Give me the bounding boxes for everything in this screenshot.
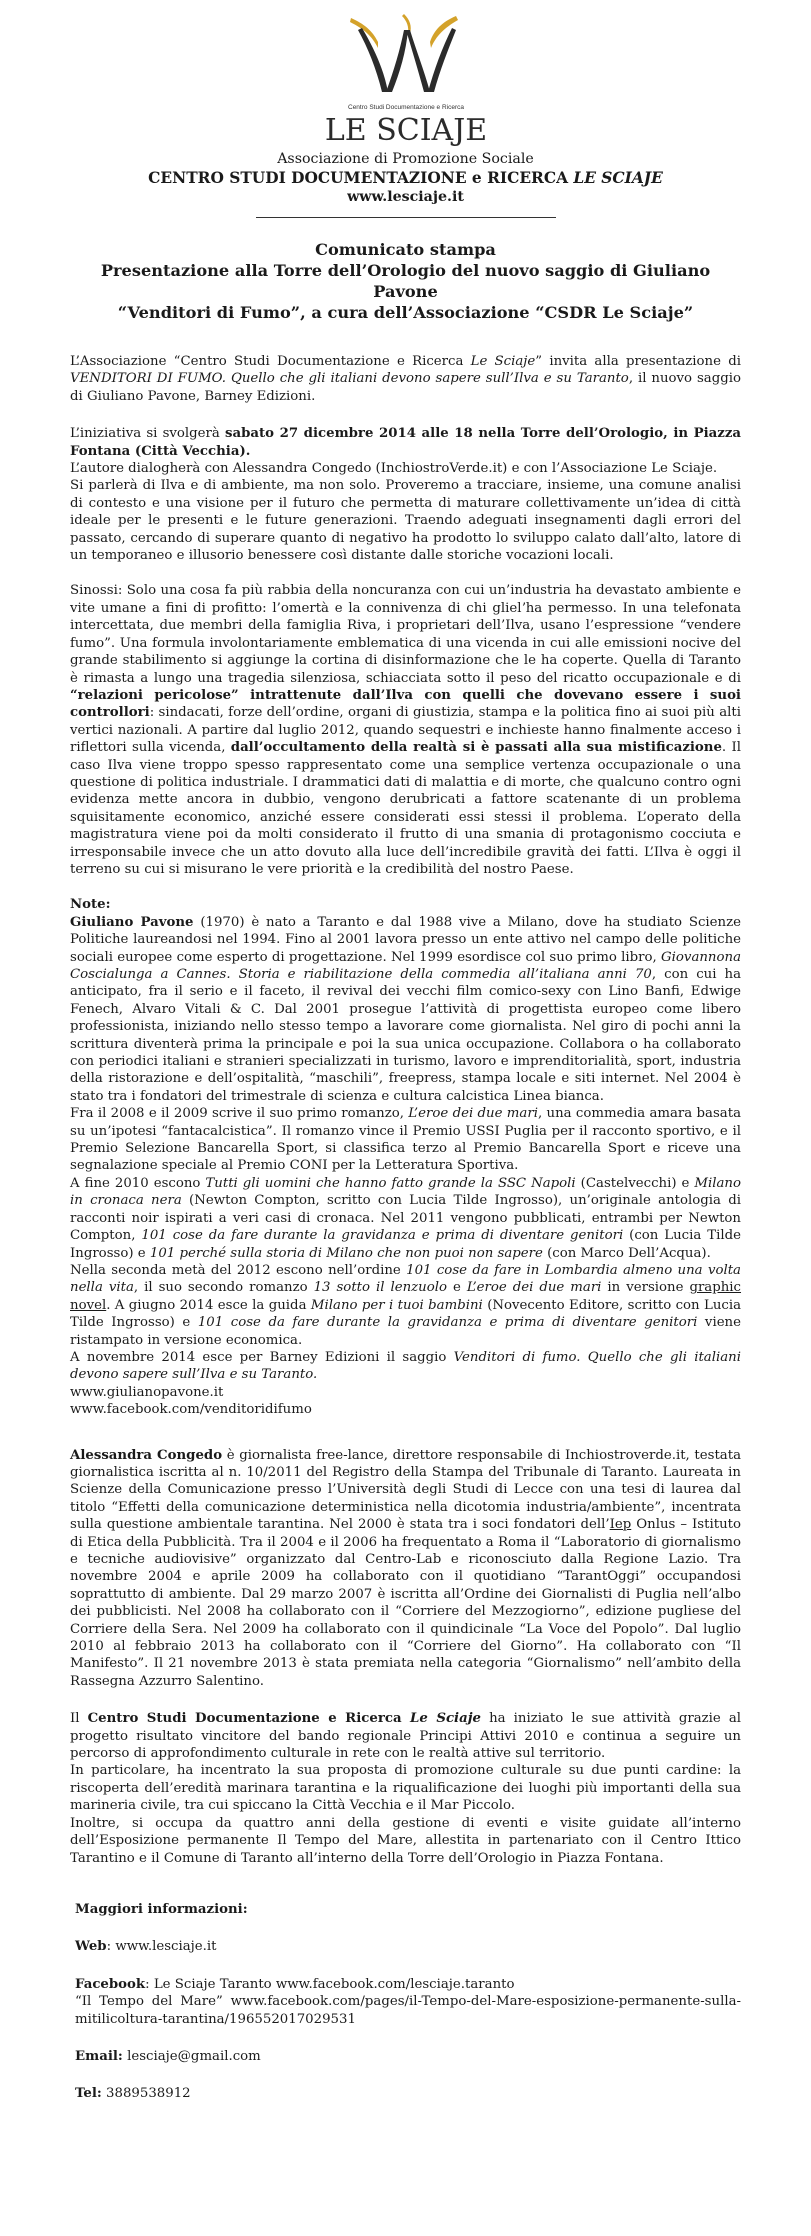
- csdr-paragraph-1: Il Centro Studi Documentazione e Ricerca Le Sciaje ha iniziato le sue attività grazie al progetto risultato vincitore del bando regionale Principi Attivi 2010 e continua a seguire un percorso di approfondimento culturale in rete con le realtà attive sul territorio.: [70, 1711, 742, 1762]
- contact-tempo-del-mare[interactable]: “Il Tempo del Mare” www.facebook.com/pages/il-Tempo-del-Mare-esposizione-permanente-sulla-mitilicoltura-tarantina/196552017029531: [75, 1994, 741, 2027]
- logo-tagline: Centro Studi Documentazione e Ricerca: [347, 104, 464, 111]
- dialogue-paragraph: L’autore dialogherà con Alessandra Congedo (InchiostroVerde.it) e con l’Associazione Le Sciaje.: [70, 461, 718, 477]
- topics-paragraph: Si parlerà di Ilva e di ambiente, ma non solo. Proveremo a tracciare, insieme, una comune analisi di contesto e una visione per il futuro che permetta di maturare collettivamente un’idea di città ideale per le presenti e le future generazioni. Traendo adeguati insegnamenti dagli errori del passato, cercando di superare quanto di negativo ha prodotto lo sviluppo calato dall’alto, latore di un temporaneo e illusorio benessere così distante dalle storiche vocazioni locali.: [70, 478, 741, 564]
- logo-name: LE SCIAJE: [324, 113, 487, 148]
- org-title-name: LE SCIAJE: [573, 169, 663, 187]
- pavone-bio-2: Fra il 2008 e il 2009 scrive il suo primo romanzo, L’eroe dei due mari, una commedia amara basata su un’ipotesi “fantacalcistica”. Il romanzo vince il Premio USSI Puglia per il racconto sportivo, e il Premio Selezione Bancarella Sport, si classifica terzo al Premio Bancarella Sport e riceve una segnalazione speciale al Premio CONI per la Letteratura Sportiva.: [70, 1106, 742, 1174]
- website-link[interactable]: www.lesciaje.it: [347, 189, 464, 205]
- contact-web[interactable]: Web: www.lesciaje.it: [75, 1939, 217, 1955]
- letterhead: [70, 150, 741, 207]
- intro-paragraph: L’Associazione “Centro Studi Documentazione e Ricerca Le Sciaje” invita alla presentazione di VENDITORI DI FUMO. Quello che gli italiani devono sapere sull’Ilva e su Taranto, il nuovo saggio di Giuliano Pavone, Barney Edizioni.: [70, 354, 741, 404]
- header-divider: [256, 217, 556, 218]
- org-title-prefix: CENTRO STUDI DOCUMENTAZIONE e RICERCA: [148, 169, 574, 187]
- venditori-facebook-link[interactable]: www.facebook.com/venditoridifumo: [70, 1402, 312, 1418]
- pavone-bio-3: A fine 2010 escono Tutti gli uomini che hanno fatto grande la SSC Napoli (Castelvecchi) e Milano in cronaca nera (Newton Compton, scritto con Lucia Tilde Ingrosso), un’originale antologia di racconti noir ispirati a veri casi di cronaca. Nel 2011 vengono pubblicati, entrambi per Newton Compton, 101 cose da fare durante la gravidanza e prima di diventare genitori (con Lucia Tilde Ingrosso) e 101 perché sulla storia di Milano che non puoi non sapere (con Marco Dell’Acqua).: [70, 1175, 741, 1261]
- csdr-paragraph-3: Inoltre, si occupa da quattro anni della gestione di eventi e visite guidate all’interno dell’Esposizione permanente Il Tempo del Mare, allestita in partenariato con il Centro Ittico Tarantino e il Comune di Taranto all’interno della Torre dell’Orologio in Piazza Fontana.: [70, 1815, 741, 1866]
- pavone-website-link[interactable]: www.giulianopavone.it: [70, 1384, 224, 1400]
- contacts-block: [70, 1901, 741, 2103]
- synopsis-paragraph: Sinossi: Solo una cosa fa più rabbia della noncuranza con cui un’industria ha devastato ambiente e vite umane a fini di profitto: l’omertà e la connivenza di chi glielʼha permesso. In una telefonata intercettata, due membri della famiglia Riva, i proprietari dell’Ilva, usano l’espressione “vendere fumo”. Una formula involontariamente emblematica di una vicenda in cui alle emissioni nocive del grande stabilimento si aggiunge la cortina di disinformazione che le ha coperte. Quella di Taranto è rimasta a lungo una tragedia silenziosa, schiacciata sotto il peso del ricatto occupazionale e di “relazioni pericolose” intrattenute dall’Ilva con quelli che dovevano essere i suoi controllori: sindacati, forze dell’ordine, organi di giustizia, stampa e la politica fino ai suoi più alti vertici nazionali. A partire dal luglio 2012, quando sequestri e inchieste hanno finalmente acceso i riflettori sulla vicenda, dall’occultamento della realtà si è passati alla sua mistificazione. Il caso Ilva viene troppo spesso rappresentato come una semplice vertenza occupazionale o una questione di politica industriale. I drammatici dati di malattia e di morte, che qualcuno contro ogni evidenza mette ancora in dubbio, vengono derubricati a fattore scatenante di un problema squisitamente economico, anziché essere considerati essi stessi il problema. L’operato della magistratura viene poi da molti considerato il frutto di una smania di protagonismo cocciuta e irresponsabile invece che un atto dovuto alla luce dell’incredibile gravità dei fatti. L’Ilva è oggi il terreno su cui si misurano le vere priorità e la credibilità del nostro Paese.: [70, 583, 741, 877]
- contact-tel: Tel: 3889538912: [75, 2086, 191, 2102]
- release-label: Comunicato stampa: [315, 240, 496, 259]
- headline-line-2: “Venditori di Fumo”, a cura dell’Associazione “CSDR Le Sciaje”: [117, 303, 694, 322]
- csdr-paragraph-2: In particolare, ha incentrato la sua proposta di promozione culturale su due punti cardine: la riscoperta dell’eredità marinara tarantina e la riqualificazione dei luoghi più importanti della sua marineria civile, tra cui spiccano la Città Vecchia e il Mar Piccolo.: [70, 1763, 741, 1814]
- contacts-heading: Maggiori informazioni:: [75, 1901, 248, 1917]
- congedo-bio: Alessandra Congedo è giornalista free-lance, direttore responsabile di Inchiostroverde.it, testata giornalistica iscritta al n. 10/2011 del Registro della Stampa del Tribunale di Taranto. Laureata in Scienze della Comunicazione presso l’Università degli Studi di Lecce con una tesi di laurea dal titolo “Effetti della comunicazione deterministica nella dicotomia industria/ambiente”, incentrata sulla questione ambientale tarantina. Nel 2000 è stata tra i soci fondatori dell’Iep Onlus – Istituto di Etica della Pubblicità. Tra il 2004 e il 2006 ha frequentato a Roma il “Laboratorio di giornalismo e tecniche audiovisive” organizzato dal Centro-Lab e riconosciuto dalla Regione Lazio. Tra novembre 2004 e aprile 2009 ha collaborato con il quotidiano “TarantOggi” occupandosi soprattutto di ambiente. Dal 29 marzo 2007 è iscritta all’Ordine dei Giornalisti di Puglia nell’albo dei pubblicisti. Nel 2008 ha collaborato con il “Corriere del Mezzogiorno”, edizione pugliese del Corriere della Sera. Nel 2009 ha collaborato con il quindicinale “La Voce del Popolo”. Dal luglio 2010 al febbraio 2013 ha collaborato con il “Corriere del Giorno”. Ha collaborato con “Il Manifesto”. Il 21 novembre 2013 è stata premiata nella categoria “Giornalismo” nell’ambito della Rassegna Azzurro Salentino.: [70, 1447, 741, 1689]
- headline-line-1: Presentazione alla Torre dell’Orologio del nuovo saggio di Giuliano Pavone: [100, 261, 711, 301]
- logo-dark-v-mid2: [406, 30, 430, 92]
- event-paragraph: L’iniziativa si svolgerà sabato 27 dicembre 2014 alle 18 nella Torre dell’Orologio, in Piazza Fontana (Città Vecchia).: [70, 426, 741, 459]
- pavone-bio-4: Nella seconda metà del 2012 escono nell’ordine 101 cose da fare in Lombardia almeno una volta nella vita, il suo secondo romanzo 13 sotto il lenzuolo e L’eroe dei due mari in versione graphic novel. A giugno 2014 esce la guida Milano per i tuoi bambini (Novecento Editore, scritto con Lucia Tilde Ingrosso) e 101 cose da fare durante la gravidanza e prima di diventare genitori viene ristampato in versione economica.: [70, 1262, 742, 1348]
- logo-dark-v-mid: [386, 30, 408, 92]
- contact-facebook[interactable]: Facebook: Le Sciaje Taranto www.facebook.com/lesciaje.taranto: [75, 1976, 515, 1992]
- note-label: Note:: [70, 897, 111, 913]
- pavone-bio-5: A novembre 2014 esce per Barney Edizioni il saggio Venditori di fumo. Quello che gli italiani devono sapere sull’Ilva e su Taranto.: [70, 1349, 741, 1383]
- le-sciaje-logo: [306, 0, 506, 150]
- contact-email[interactable]: Email: lesciaje@gmail.com: [75, 2048, 261, 2064]
- pavone-bio-1: Giuliano Pavone (1970) è nato a Taranto e dal 1988 vive a Milano, dove ha studiato Scienze Politiche laureandosi nel 1994. Fino al 2001 lavora presso un ente attivo nel campo delle politiche sociali europee come esperto di progettazione. Nel 1999 esordisce col suo primo libro, Giovannona Coscialunga a Cannes. Storia e riabilitazione della commedia all’italiana anni 70, con cui ha anticipato, fra il serio e il faceto, il revival dei vecchi film comico-sexy con Lino Banfi, Edwige Fenech, Alvaro Vitali & C. Dal 2001 prosegue l’attività di progettista europeo come libero professionista, iniziando nello stesso tempo a lavorare come giornalista. Nel giro di pochi anni la scrittura diventerà prima la principale e poi la sua unica occupazione. Collabora o ha collaborato con periodici italiani e stranieri specializzati in turismo, lavoro e imprenditorialità, sport, industria della ristorazione e dell’ospitalità, “maschili”, freepress, stampa locale e siti internet. Nel 2004 è stato tra i fondatori del trimestrale di scienza e cultura calcistica Linea bianca.: [70, 914, 741, 1104]
- association-type: Associazione di Promozione Sociale: [277, 151, 534, 167]
- org-title: [70, 169, 741, 188]
